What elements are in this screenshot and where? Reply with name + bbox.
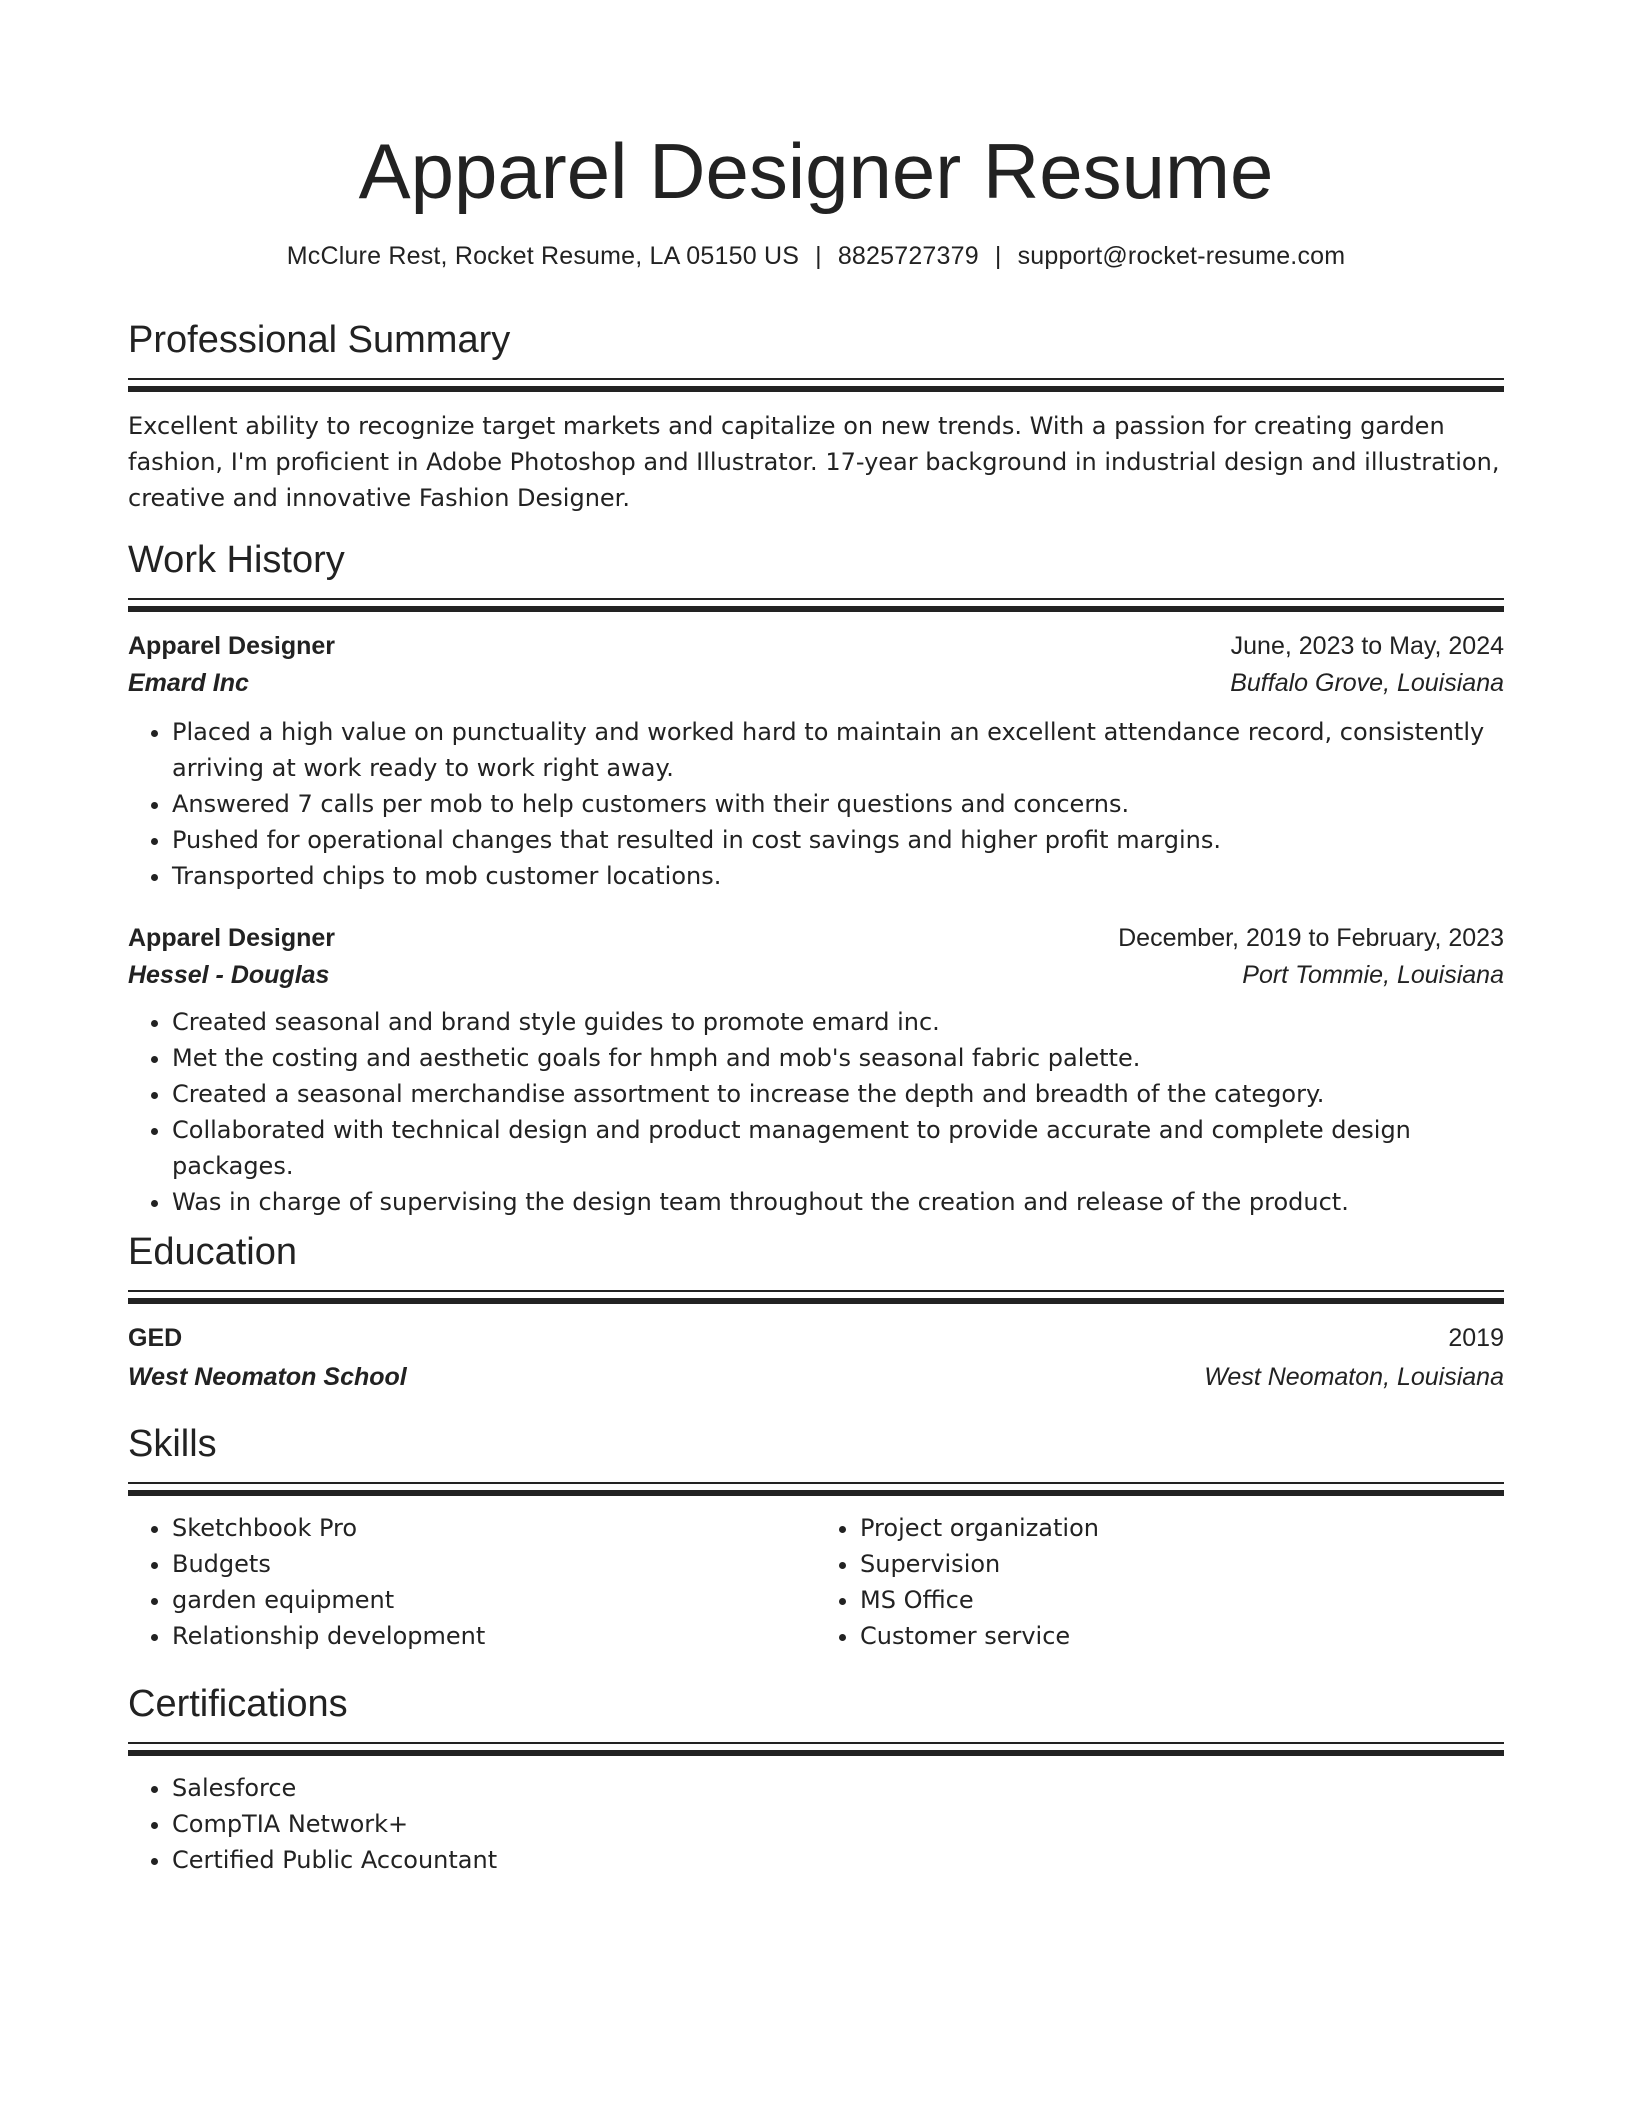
job-title: Apparel Designer [128,923,336,952]
job-bullets [128,1004,1504,1220]
contact-address: McClure Rest, Rocket Resume, LA 05150 US [286,242,800,270]
list-item: • Collaborated with technical design and product management to provide accurate and complete design packages. [172,1112,1504,1184]
contact-separator: | [815,242,822,270]
education-school: West Neomaton School [128,1362,407,1391]
list-item: • Met the costing and aesthetic goals for hmph and mob's seasonal fabric palette. [172,1040,1504,1076]
list-item: • Project organization [860,1510,1504,1546]
section-heading-summary: Professional Summary [128,319,511,361]
section-rule [128,1742,1504,1756]
summary-section [128,318,1504,516]
skills-list-right [816,1510,1504,1654]
certifications-list [128,1770,1504,1878]
list-item: • Placed a high value on punctuality and worked hard to maintain an excellent attendance record, consistently arriving at work ready to work right away. [172,714,1504,786]
resume-title: Apparel Designer Resume [358,127,1274,215]
job-company: Emard Inc [128,668,249,697]
section-heading-work-history: Work History [128,539,345,581]
list-item: • Pushed for operational changes that resulted in cost savings and higher profit margins. [172,822,1504,858]
list-item: • Created seasonal and brand style guides to promote emard inc. [172,1004,1504,1040]
contact-phone: 8825727379 [837,242,979,270]
contact-line [128,242,1504,271]
education-degree: GED [128,1323,183,1352]
certifications-section [128,1682,1504,1878]
section-rule [128,1482,1504,1496]
job-bullets [128,714,1504,894]
list-item: • garden equipment [172,1582,816,1618]
list-item: • Transported chips to mob customer locations. [172,858,1504,894]
skills-columns [128,1510,1504,1654]
list-item: • Created a seasonal merchandise assortment to increase the depth and breadth of the category. [172,1076,1504,1112]
job-location: Port Tommie, Louisiana [1242,960,1504,989]
summary-text: Excellent ability to recognize target markets and capitalize on new trends. With a passion for creating garden fashion, I'm proficient in Adobe Photoshop and Illustrator. 17-year background in industrial design and illustration, creative and innovative Fashion Designer. [128,411,1500,512]
section-rule [128,378,1504,392]
list-item: • Customer service [860,1618,1504,1654]
section-rule [128,1290,1504,1304]
job-entry [128,632,1504,894]
list-item: • Supervision [860,1546,1504,1582]
education-year: 2019 [1448,1323,1504,1352]
skills-list-left [128,1510,816,1654]
list-item: • CompTIA Network+ [172,1806,1504,1842]
list-item: • Was in charge of supervising the design team throughout the creation and release of the product. [172,1184,1504,1220]
list-item: • MS Office [860,1582,1504,1618]
education-location: West Neomaton, Louisiana [1204,1362,1504,1391]
list-item: • Sketchbook Pro [172,1510,816,1546]
list-item: • Certified Public Accountant [172,1842,1504,1878]
list-item: • Relationship development [172,1618,816,1654]
job-company: Hessel - Douglas [128,960,330,989]
job-dates: June, 2023 to May, 2024 [1230,631,1504,660]
section-heading-education: Education [128,1231,298,1273]
education-section [128,1230,1504,1392]
section-heading-skills: Skills [128,1423,217,1465]
list-item: • Salesforce [172,1770,1504,1806]
section-rule [128,598,1504,612]
contact-separator: | [994,242,1002,270]
list-item: • Answered 7 calls per mob to help customers with their questions and concerns. [172,786,1504,822]
skills-section [128,1422,1504,1654]
job-location: Buffalo Grove, Louisiana [1230,668,1504,697]
job-title: Apparel Designer [128,631,336,660]
job-dates: December, 2019 to February, 2023 [1118,923,1504,952]
contact-email: support@rocket-resume.com [1017,242,1346,270]
job-entry [128,924,1504,1220]
list-item: • Budgets [172,1546,816,1582]
section-heading-certifications: Certifications [128,1683,348,1725]
work-history-section [128,538,1504,1220]
